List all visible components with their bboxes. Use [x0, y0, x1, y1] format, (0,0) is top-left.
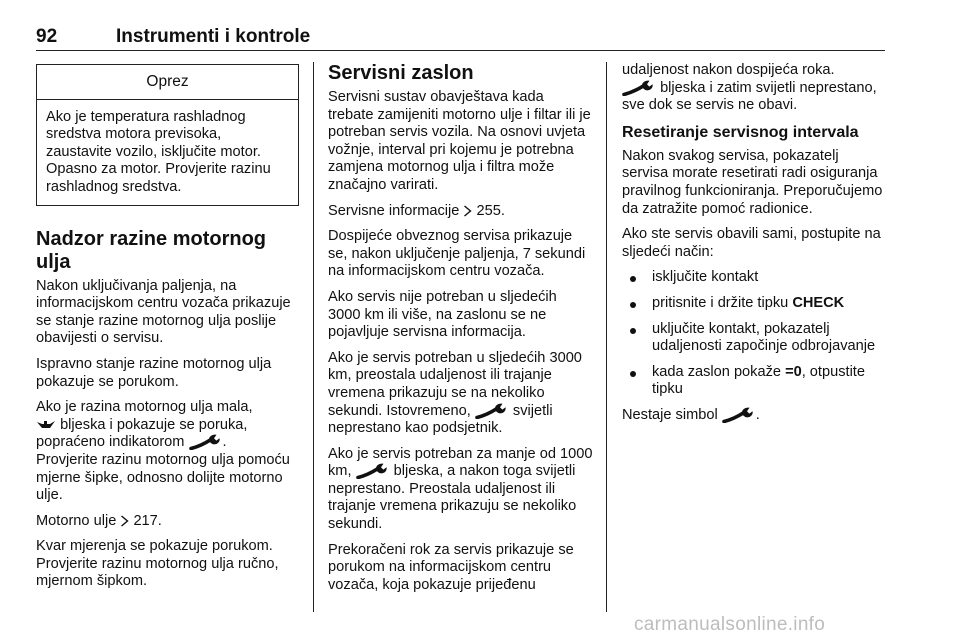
- bullet: [630, 276, 636, 282]
- list-item-text: isključite kontakt: [652, 269, 759, 286]
- steps-list: [622, 269, 888, 399]
- list-item: [622, 364, 888, 399]
- column-divider: [606, 62, 607, 612]
- text-span: bljeska i pokazuje se poruka, popraćeno indikatorom: [36, 416, 248, 451]
- section-heading: Servisni zaslon: [328, 62, 474, 84]
- list-item-text: uključite kontakt, pokazatelj udaljenosti započinje odbrojavanje: [652, 320, 876, 355]
- column-middle: [328, 62, 593, 602]
- wrench-icon: [722, 407, 756, 423]
- paragraph: [328, 350, 593, 438]
- paragraph: Ako servis nije potreban u sljedećih 3000 km ili više, na zaslonu se ne pojavljuje servisna informacija.: [328, 288, 557, 341]
- column-left: [36, 62, 300, 599]
- page-reference[interactable]: 217.: [133, 512, 162, 529]
- list-item-text: pritisnite i držite tipku: [652, 294, 789, 311]
- display-value: =0: [785, 363, 802, 380]
- paragraph: Prekoračeni rok za servis prikazuje se porukom na informacijskom centru vozača, koja pokazuje prijeđenu: [328, 541, 574, 593]
- wrench-icon: [189, 434, 223, 450]
- column-right: [622, 62, 888, 433]
- header-divider: [36, 50, 885, 51]
- bullet: [630, 328, 636, 334]
- list-item: [622, 269, 888, 287]
- text-span: bljeska, a nakon toga svijetli neprestano. Preostala udaljenost ili trajanje vremena prikazuju se nekoliko sekundi.: [328, 463, 577, 533]
- text-span: Ako je razina motornog ulja mala,: [36, 399, 253, 416]
- bullet: [630, 371, 636, 377]
- paragraph: Nakon svakog servisa, pokazatelj servisa morate resetirati radi osiguranja pravilnog funkcioniranja. Preporučujemo da zatražite pomoć radionice.: [622, 147, 883, 217]
- text-span: svijetli neprestano kao podsjetnik.: [328, 402, 553, 437]
- page-number: 92: [36, 26, 58, 47]
- paragraph: Dospijeće obveznog servisa prikazuje se, nakon uključenje paljenja, 7 sekundi na informacijskom centru vozača.: [328, 228, 586, 280]
- paragraph: [36, 513, 300, 531]
- paragraph: Kvar mjerenja se pokazuje porukom. Provjerite razinu motornog ulja ručno, mjernom šipkom.: [36, 538, 279, 590]
- caution-title: Oprez: [37, 65, 298, 100]
- paragraph: Ako ste servis obavili sami, postupite na sljedeći način:: [622, 226, 881, 260]
- caution-text: Ako je temperatura rashladnog sredstva motora previsoka, zaustavite vozilo, isključite motor. Opasno za motor. Provjerite razinu rashladnog sredstva.: [46, 108, 271, 195]
- section-title: Instrumenti i kontrole: [116, 26, 311, 47]
- paragraph: Nakon uključivanja paljenja, na informacijskom centru vozača prikazuje se stanje razine motornog ulja poslije obavijesti o servisu.: [36, 277, 291, 347]
- button-label-check: CHECK: [792, 294, 845, 311]
- text-span: Provjerite razinu motornog ulja pomoću mjerne šipke, odnosno dolijte motorno ulje.: [36, 451, 290, 504]
- page-header: [36, 24, 885, 54]
- paragraph: [36, 399, 300, 505]
- oil-can-icon: [36, 419, 56, 431]
- text-span: Servisne informacije: [328, 202, 460, 219]
- paragraph: [328, 446, 593, 534]
- text-span: Ako je servis potreban u sljedećih 3000 km, preostala udaljenost ili trajanje vremena prikazuju se na nekoliko sekundi. Istovremeno,: [328, 349, 582, 419]
- list-item: [622, 321, 888, 356]
- list-item-text: , otpustite tipku: [652, 363, 865, 398]
- column-divider: [313, 62, 314, 612]
- wrench-icon: [475, 403, 509, 419]
- text-span: bljeska i zatim svijetli neprestano, sve dok se servis ne obavi.: [622, 79, 877, 114]
- wrench-icon: [356, 463, 390, 479]
- text-span: udaljenost nakon dospijeća roka.: [622, 62, 835, 78]
- watermark: carmanualsonline.info: [634, 614, 826, 635]
- paragraph: Servisni sustav obavještava kada trebate zamijeniti motorno ulje i filtar ili je potreban servis vozila. Na osnovi uvjeta vožnje, interval pri kojemu je potrebna zamjena motornog ulja i filtra može značajno varirati.: [328, 89, 591, 193]
- paragraph: Ispravno stanje razine motornog ulja pokazuje se porukom.: [36, 355, 272, 390]
- bullet: [630, 302, 636, 308]
- caution-box: [36, 64, 299, 206]
- paragraph: [622, 62, 888, 115]
- text-span: Ako je servis potreban za manje od 1000 km,: [328, 445, 593, 480]
- paragraph: [622, 407, 888, 425]
- paragraph: [328, 203, 593, 221]
- arrow-right-icon: [463, 205, 472, 217]
- list-item: [622, 295, 888, 313]
- text-span: Nestaje simbol: [622, 406, 718, 423]
- text-span: .: [222, 434, 227, 451]
- subsection-heading: Resetiranje servisnog intervala: [622, 123, 859, 141]
- text-span: .: [755, 406, 760, 423]
- page-reference[interactable]: 255.: [476, 202, 505, 219]
- wrench-icon: [622, 80, 656, 96]
- arrow-right-icon: [120, 515, 129, 527]
- section-heading: Nadzor razine motornog ulja: [36, 227, 267, 273]
- text-span: Motorno ulje: [36, 512, 117, 529]
- list-item-text: kada zaslon pokaže: [652, 363, 781, 380]
